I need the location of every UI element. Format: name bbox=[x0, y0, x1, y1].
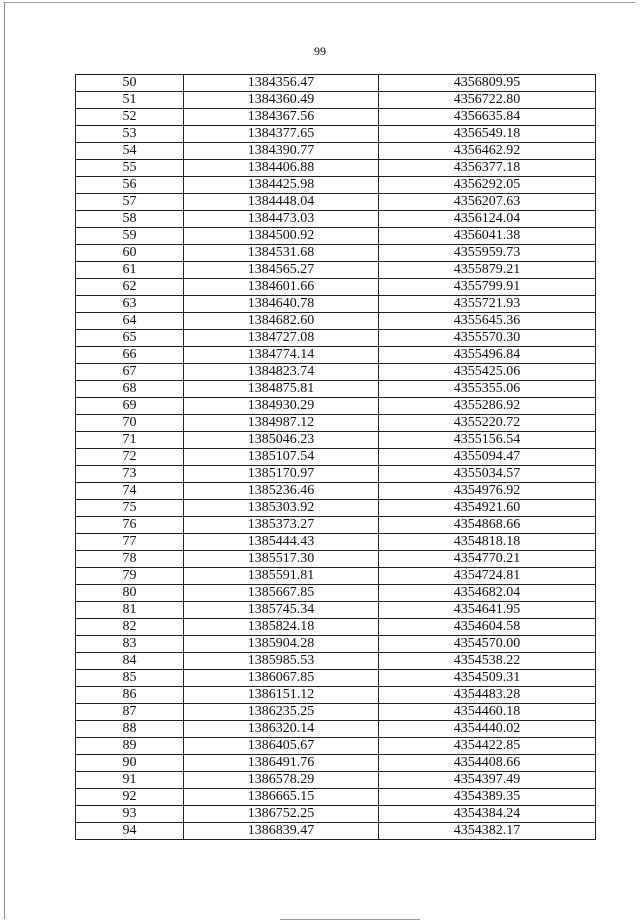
table-row bbox=[76, 245, 596, 262]
y-coordinate-cell: 4356635.84 bbox=[379, 109, 596, 126]
y-coordinate-cell: 4354724.81 bbox=[379, 568, 596, 585]
point-number-cell: 84 bbox=[76, 653, 184, 670]
x-coordinate-cell: 1384377.65 bbox=[184, 126, 379, 143]
coordinates-table-body bbox=[76, 75, 596, 840]
x-coordinate-cell: 1385373.27 bbox=[184, 517, 379, 534]
y-coordinate-cell: 4355959.73 bbox=[379, 245, 596, 262]
point-number-cell: 65 bbox=[76, 330, 184, 347]
y-coordinate-cell: 4354570.00 bbox=[379, 636, 596, 653]
x-coordinate-cell: 1384823.74 bbox=[184, 364, 379, 381]
y-coordinate-cell: 4354408.66 bbox=[379, 755, 596, 772]
x-coordinate-cell: 1386320.14 bbox=[184, 721, 379, 738]
x-coordinate-cell: 1386665.15 bbox=[184, 789, 379, 806]
x-coordinate-cell: 1384390.77 bbox=[184, 143, 379, 160]
y-coordinate-cell: 4354483.28 bbox=[379, 687, 596, 704]
point-number-cell: 82 bbox=[76, 619, 184, 636]
y-coordinate-cell: 4354389.35 bbox=[379, 789, 596, 806]
y-coordinate-cell: 4354384.24 bbox=[379, 806, 596, 823]
y-coordinate-cell: 4356462.92 bbox=[379, 143, 596, 160]
point-number-cell: 67 bbox=[76, 364, 184, 381]
point-number-cell: 55 bbox=[76, 160, 184, 177]
table-row bbox=[76, 415, 596, 432]
y-coordinate-cell: 4355094.47 bbox=[379, 449, 596, 466]
table-row bbox=[76, 619, 596, 636]
point-number-cell: 94 bbox=[76, 823, 184, 840]
y-coordinate-cell: 4356377.18 bbox=[379, 160, 596, 177]
table-row bbox=[76, 585, 596, 602]
x-coordinate-cell: 1384531.68 bbox=[184, 245, 379, 262]
x-coordinate-cell: 1385591.81 bbox=[184, 568, 379, 585]
x-coordinate-cell: 1384500.92 bbox=[184, 228, 379, 245]
y-coordinate-cell: 4356041.38 bbox=[379, 228, 596, 245]
x-coordinate-cell: 1384727.08 bbox=[184, 330, 379, 347]
x-coordinate-cell: 1386578.29 bbox=[184, 772, 379, 789]
point-number-cell: 68 bbox=[76, 381, 184, 398]
y-coordinate-cell: 4354440.02 bbox=[379, 721, 596, 738]
point-number-cell: 89 bbox=[76, 738, 184, 755]
x-coordinate-cell: 1384930.29 bbox=[184, 398, 379, 415]
table-row bbox=[76, 500, 596, 517]
table-row bbox=[76, 143, 596, 160]
y-coordinate-cell: 4354921.60 bbox=[379, 500, 596, 517]
point-number-cell: 61 bbox=[76, 262, 184, 279]
table-row bbox=[76, 347, 596, 364]
x-coordinate-cell: 1384601.66 bbox=[184, 279, 379, 296]
y-coordinate-cell: 4354770.21 bbox=[379, 551, 596, 568]
y-coordinate-cell: 4356809.95 bbox=[379, 75, 596, 92]
point-number-cell: 60 bbox=[76, 245, 184, 262]
table-row bbox=[76, 483, 596, 500]
table-row bbox=[76, 177, 596, 194]
table-row bbox=[76, 296, 596, 313]
table-row bbox=[76, 517, 596, 534]
x-coordinate-cell: 1385985.53 bbox=[184, 653, 379, 670]
table-row bbox=[76, 398, 596, 415]
x-coordinate-cell: 1384356.47 bbox=[184, 75, 379, 92]
point-number-cell: 87 bbox=[76, 704, 184, 721]
table-row bbox=[76, 687, 596, 704]
y-coordinate-cell: 4355355.06 bbox=[379, 381, 596, 398]
table-row bbox=[76, 534, 596, 551]
point-number-cell: 79 bbox=[76, 568, 184, 585]
point-number-cell: 56 bbox=[76, 177, 184, 194]
x-coordinate-cell: 1385236.46 bbox=[184, 483, 379, 500]
y-coordinate-cell: 4354397.49 bbox=[379, 772, 596, 789]
point-number-cell: 83 bbox=[76, 636, 184, 653]
table-row bbox=[76, 789, 596, 806]
y-coordinate-cell: 4354868.66 bbox=[379, 517, 596, 534]
point-number-cell: 51 bbox=[76, 92, 184, 109]
table-row bbox=[76, 432, 596, 449]
point-number-cell: 71 bbox=[76, 432, 184, 449]
x-coordinate-cell: 1385745.34 bbox=[184, 602, 379, 619]
point-number-cell: 73 bbox=[76, 466, 184, 483]
point-number-cell: 59 bbox=[76, 228, 184, 245]
table-row bbox=[76, 670, 596, 687]
y-coordinate-cell: 4355220.72 bbox=[379, 415, 596, 432]
x-coordinate-cell: 1384565.27 bbox=[184, 262, 379, 279]
table-row bbox=[76, 823, 596, 840]
y-coordinate-cell: 4356207.63 bbox=[379, 194, 596, 211]
point-number-cell: 69 bbox=[76, 398, 184, 415]
y-coordinate-cell: 4355034.57 bbox=[379, 466, 596, 483]
y-coordinate-cell: 4355286.92 bbox=[379, 398, 596, 415]
y-coordinate-cell: 4354976.92 bbox=[379, 483, 596, 500]
x-coordinate-cell: 1384640.78 bbox=[184, 296, 379, 313]
point-number-cell: 86 bbox=[76, 687, 184, 704]
x-coordinate-cell: 1384987.12 bbox=[184, 415, 379, 432]
x-coordinate-cell: 1384774.14 bbox=[184, 347, 379, 364]
y-coordinate-cell: 4356124.04 bbox=[379, 211, 596, 228]
point-number-cell: 93 bbox=[76, 806, 184, 823]
table-row bbox=[76, 92, 596, 109]
x-coordinate-cell: 1386405.67 bbox=[184, 738, 379, 755]
point-number-cell: 77 bbox=[76, 534, 184, 551]
x-coordinate-cell: 1384360.49 bbox=[184, 92, 379, 109]
y-coordinate-cell: 4355645.36 bbox=[379, 313, 596, 330]
y-coordinate-cell: 4356722.80 bbox=[379, 92, 596, 109]
x-coordinate-cell: 1384425.98 bbox=[184, 177, 379, 194]
table-row bbox=[76, 466, 596, 483]
point-number-cell: 58 bbox=[76, 211, 184, 228]
y-coordinate-cell: 4354604.58 bbox=[379, 619, 596, 636]
point-number-cell: 53 bbox=[76, 126, 184, 143]
x-coordinate-cell: 1386752.25 bbox=[184, 806, 379, 823]
y-coordinate-cell: 4355156.54 bbox=[379, 432, 596, 449]
x-coordinate-cell: 1385107.54 bbox=[184, 449, 379, 466]
point-number-cell: 57 bbox=[76, 194, 184, 211]
point-number-cell: 88 bbox=[76, 721, 184, 738]
point-number-cell: 91 bbox=[76, 772, 184, 789]
y-coordinate-cell: 4354422.85 bbox=[379, 738, 596, 755]
y-coordinate-cell: 4355799.91 bbox=[379, 279, 596, 296]
table-row bbox=[76, 75, 596, 92]
point-number-cell: 62 bbox=[76, 279, 184, 296]
table-row bbox=[76, 738, 596, 755]
point-number-cell: 85 bbox=[76, 670, 184, 687]
y-coordinate-cell: 4354641.95 bbox=[379, 602, 596, 619]
table-row bbox=[76, 160, 596, 177]
coordinates-table bbox=[75, 74, 596, 840]
y-coordinate-cell: 4354509.31 bbox=[379, 670, 596, 687]
point-number-cell: 75 bbox=[76, 500, 184, 517]
x-coordinate-cell: 1386491.76 bbox=[184, 755, 379, 772]
y-coordinate-cell: 4354682.04 bbox=[379, 585, 596, 602]
x-coordinate-cell: 1386839.47 bbox=[184, 823, 379, 840]
table-row bbox=[76, 806, 596, 823]
x-coordinate-cell: 1385517.30 bbox=[184, 551, 379, 568]
x-coordinate-cell: 1385824.18 bbox=[184, 619, 379, 636]
y-coordinate-cell: 4354538.22 bbox=[379, 653, 596, 670]
y-coordinate-cell: 4354460.18 bbox=[379, 704, 596, 721]
table-row bbox=[76, 126, 596, 143]
point-number-cell: 76 bbox=[76, 517, 184, 534]
point-number-cell: 81 bbox=[76, 602, 184, 619]
table-row bbox=[76, 721, 596, 738]
x-coordinate-cell: 1386151.12 bbox=[184, 687, 379, 704]
y-coordinate-cell: 4355425.06 bbox=[379, 364, 596, 381]
x-coordinate-cell: 1384682.60 bbox=[184, 313, 379, 330]
table-row bbox=[76, 653, 596, 670]
table-row bbox=[76, 755, 596, 772]
x-coordinate-cell: 1385303.92 bbox=[184, 500, 379, 517]
x-coordinate-cell: 1385444.43 bbox=[184, 534, 379, 551]
point-number-cell: 54 bbox=[76, 143, 184, 160]
x-coordinate-cell: 1386235.25 bbox=[184, 704, 379, 721]
y-coordinate-cell: 4354818.18 bbox=[379, 534, 596, 551]
point-number-cell: 74 bbox=[76, 483, 184, 500]
table-row bbox=[76, 330, 596, 347]
table-row bbox=[76, 228, 596, 245]
point-number-cell: 63 bbox=[76, 296, 184, 313]
x-coordinate-cell: 1385046.23 bbox=[184, 432, 379, 449]
table-row bbox=[76, 772, 596, 789]
table-row bbox=[76, 313, 596, 330]
table-row bbox=[76, 211, 596, 228]
point-number-cell: 92 bbox=[76, 789, 184, 806]
table-row bbox=[76, 262, 596, 279]
page-number: 99 bbox=[314, 44, 326, 58]
point-number-cell: 90 bbox=[76, 755, 184, 772]
point-number-cell: 80 bbox=[76, 585, 184, 602]
table-row bbox=[76, 602, 596, 619]
y-coordinate-cell: 4356292.05 bbox=[379, 177, 596, 194]
point-number-cell: 66 bbox=[76, 347, 184, 364]
x-coordinate-cell: 1384875.81 bbox=[184, 381, 379, 398]
y-coordinate-cell: 4355879.21 bbox=[379, 262, 596, 279]
point-number-cell: 70 bbox=[76, 415, 184, 432]
y-coordinate-cell: 4355721.93 bbox=[379, 296, 596, 313]
x-coordinate-cell: 1385904.28 bbox=[184, 636, 379, 653]
table-row bbox=[76, 551, 596, 568]
point-number-cell: 50 bbox=[76, 75, 184, 92]
table-row bbox=[76, 381, 596, 398]
y-coordinate-cell: 4355496.84 bbox=[379, 347, 596, 364]
table-row bbox=[76, 636, 596, 653]
point-number-cell: 64 bbox=[76, 313, 184, 330]
table-row bbox=[76, 364, 596, 381]
x-coordinate-cell: 1384473.03 bbox=[184, 211, 379, 228]
x-coordinate-cell: 1384367.56 bbox=[184, 109, 379, 126]
bottom-edge-line bbox=[280, 919, 420, 920]
x-coordinate-cell: 1384448.04 bbox=[184, 194, 379, 211]
table-row bbox=[76, 109, 596, 126]
table-row bbox=[76, 704, 596, 721]
point-number-cell: 78 bbox=[76, 551, 184, 568]
table-row bbox=[76, 194, 596, 211]
x-coordinate-cell: 1384406.88 bbox=[184, 160, 379, 177]
y-coordinate-cell: 4356549.18 bbox=[379, 126, 596, 143]
x-coordinate-cell: 1386067.85 bbox=[184, 670, 379, 687]
table-row bbox=[76, 279, 596, 296]
y-coordinate-cell: 4355570.30 bbox=[379, 330, 596, 347]
point-number-cell: 52 bbox=[76, 109, 184, 126]
table-row bbox=[76, 449, 596, 466]
table-row bbox=[76, 568, 596, 585]
point-number-cell: 72 bbox=[76, 449, 184, 466]
x-coordinate-cell: 1385667.85 bbox=[184, 585, 379, 602]
x-coordinate-cell: 1385170.97 bbox=[184, 466, 379, 483]
y-coordinate-cell: 4354382.17 bbox=[379, 823, 596, 840]
